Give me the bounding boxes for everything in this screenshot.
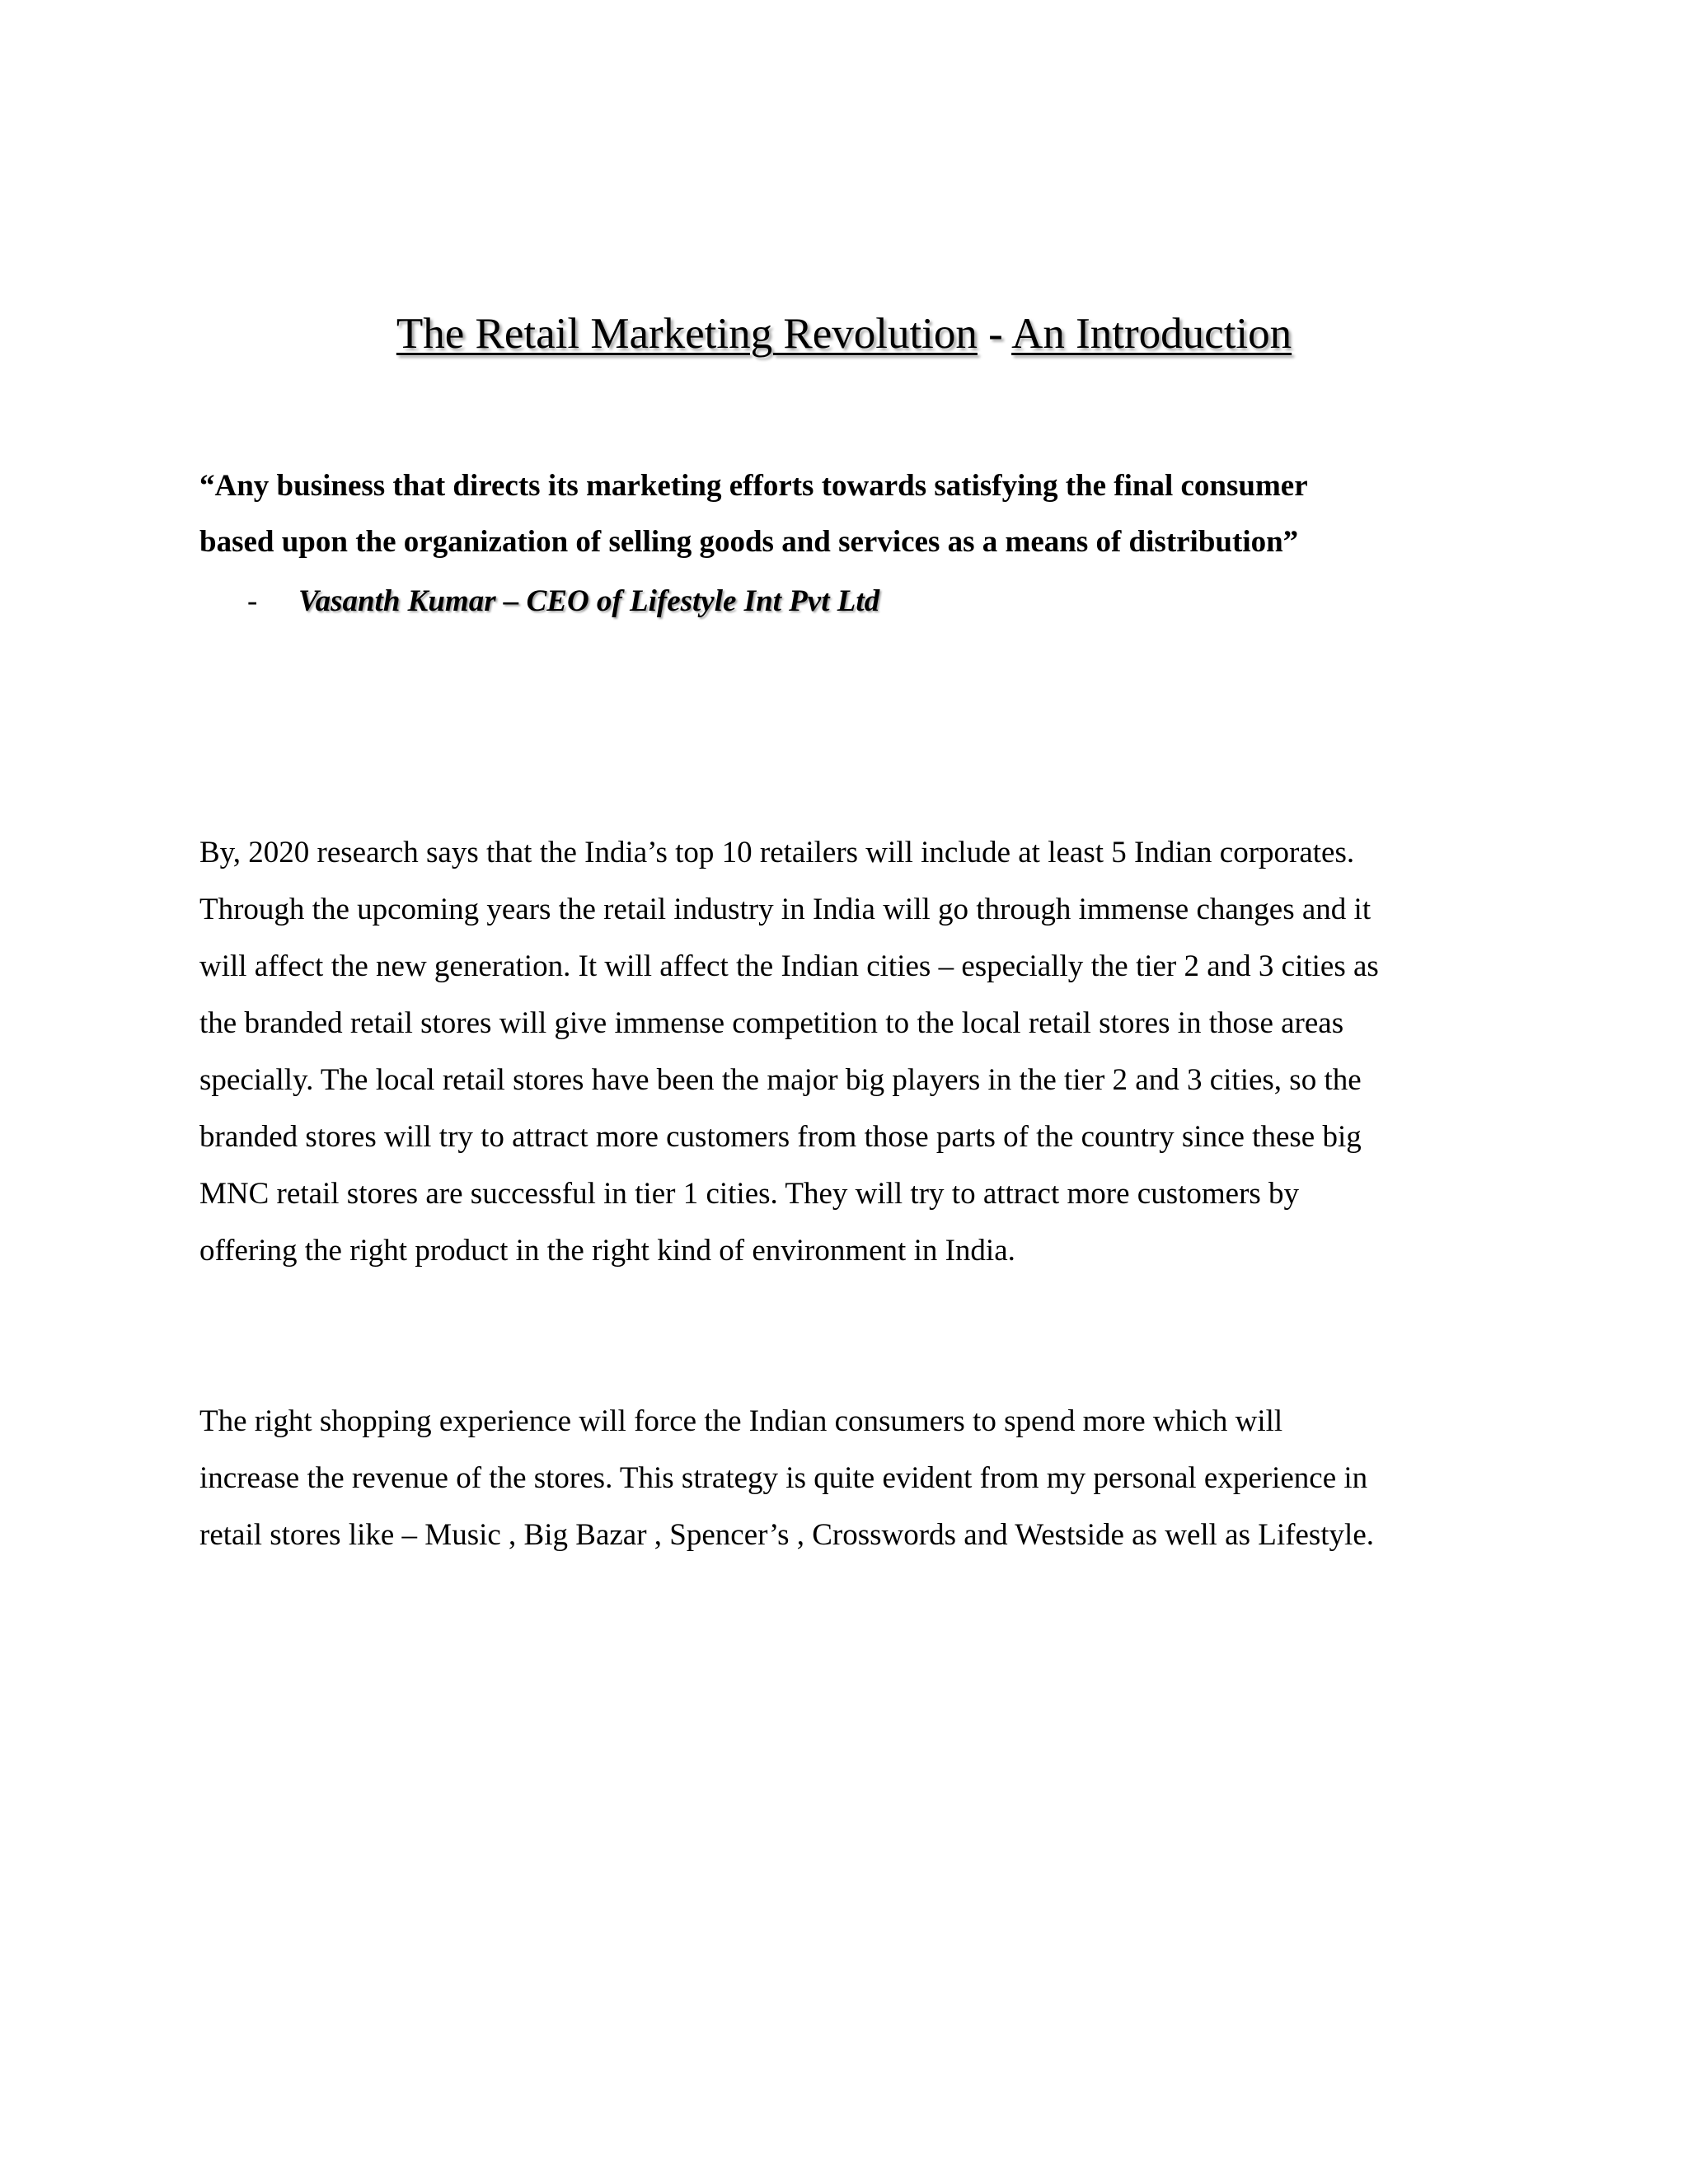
paragraph-line: increase the revenue of the stores. This strategy is quite evident from my personal experience in (199, 1461, 1368, 1495)
quote-line: based upon the organization of selling goods and services as a means of distribution” (199, 525, 1299, 559)
paragraph-line: Through the upcoming years the retail industry in India will go through immense changes and it (199, 893, 1372, 926)
body-paragraph-2 (199, 1393, 1518, 1563)
page-title (0, 305, 1688, 363)
title-main: The Retail Marketing Revolution (396, 310, 978, 358)
title-separator: - (977, 310, 1012, 358)
paragraph-line: will affect the new generation. It will affect the Indian cities – especially the tier 2 and 3 cities as (199, 949, 1379, 983)
paragraph-line: The right shopping experience will force the Indian consumers to spend more which will (199, 1404, 1283, 1438)
paragraph-line: By, 2020 research says that the India’s top 10 retailers will include at least 5 Indian corporates. (199, 836, 1355, 869)
paragraph-line: offering the right product in the right kind of environment in India. (199, 1234, 1015, 1268)
quote-attribution (247, 577, 879, 626)
attribution-dash: - (247, 584, 258, 618)
paragraph-line: specially. The local retail stores have been the major big players in the tier 2 and 3 cities, so the (199, 1063, 1362, 1097)
paragraph-line: branded stores will try to attract more customers from those parts of the country since these big (199, 1120, 1362, 1154)
quote-line: “Any business that directs its marketing efforts towards satisfying the final consumer (199, 469, 1308, 503)
title-subtitle: An Introduction (1011, 310, 1292, 358)
paragraph-line: MNC retail stores are successful in tier 1 cities. They will try to attract more customers by (199, 1177, 1300, 1211)
quote-author: Vasanth Kumar – CEO of Lifestyle Int Pvt Ltd (298, 584, 880, 618)
paragraph-line: the branded retail stores will give immense competition to the local retail stores in those areas (199, 1006, 1344, 1040)
paragraph-line: retail stores like – Music , Big Bazar , Spencer’s , Crosswords and Westside as well as Lifestyle. (199, 1518, 1375, 1552)
body-paragraph-1 (199, 824, 1518, 1279)
quote-block (199, 458, 1518, 570)
